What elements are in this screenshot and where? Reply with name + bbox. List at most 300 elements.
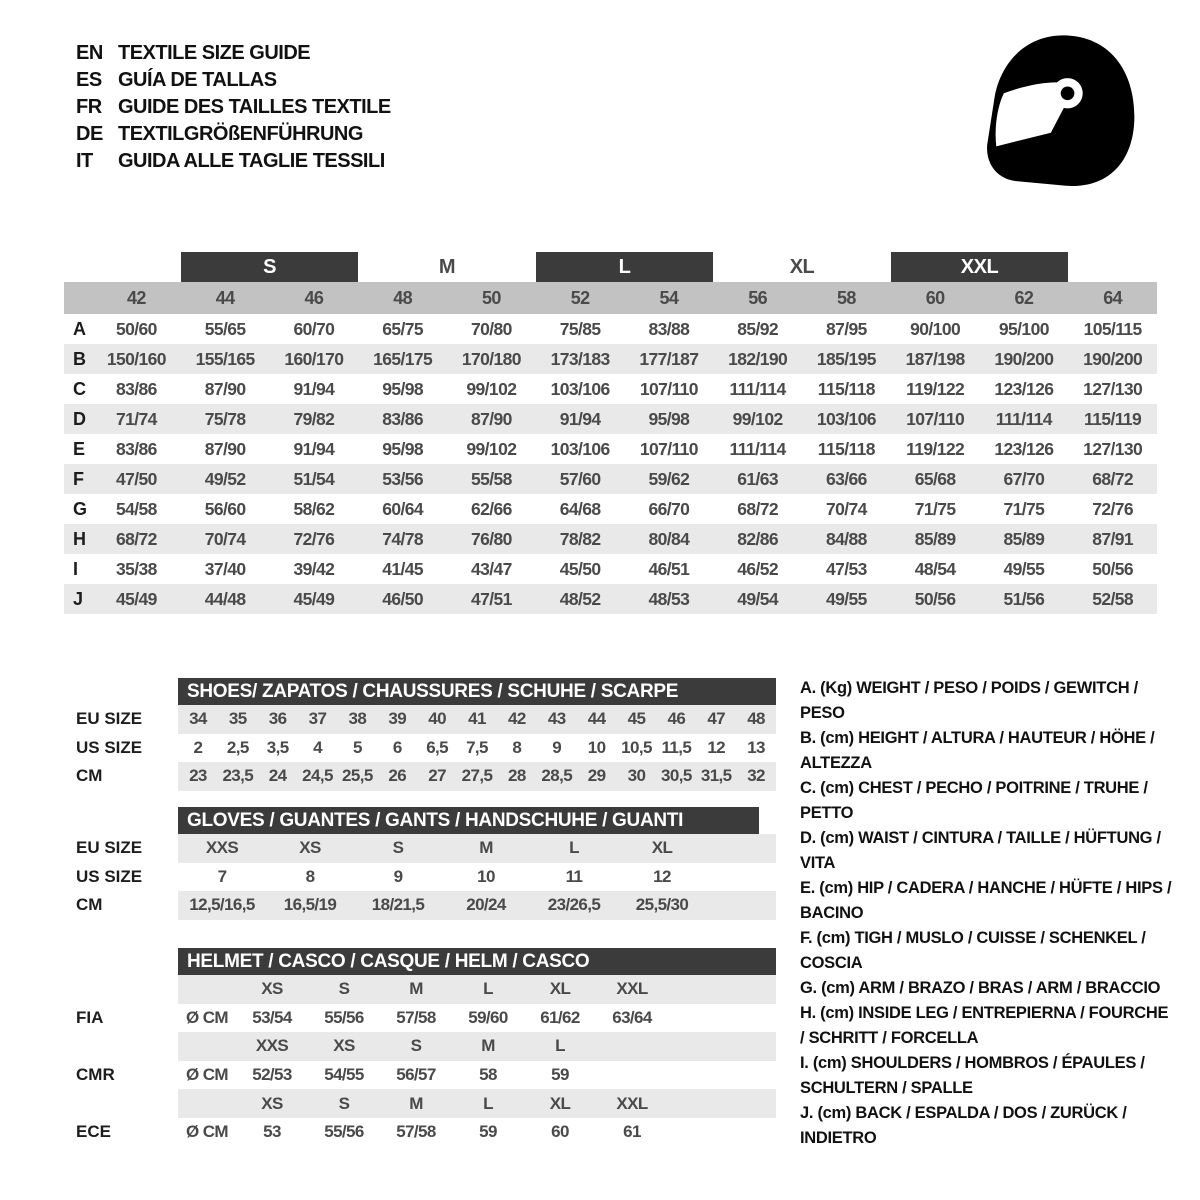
measurement-value: 177/187 bbox=[639, 348, 699, 369]
shoes-size-value: 10 bbox=[587, 737, 606, 757]
helmet-circumference-value: 55/56 bbox=[324, 1122, 364, 1142]
shoes-size-value: 38 bbox=[348, 709, 367, 729]
legend-item: E. (cm) HIP / CADERA / HANCHE / HÜFTE / HIPS / BACINO bbox=[800, 879, 1172, 922]
gloves-size-value: XS bbox=[299, 838, 321, 858]
helmet-size-header-values bbox=[178, 1032, 776, 1061]
measurement-value: 95/98 bbox=[648, 408, 690, 429]
measurement-value: 61/63 bbox=[737, 468, 779, 489]
helmet-size-label: S bbox=[410, 1036, 422, 1056]
legend-item: J. (cm) BACK / ESPALDA / DOS / ZURÜCK / INDIETRO bbox=[800, 1104, 1127, 1147]
measurement-value: 51/54 bbox=[293, 468, 335, 489]
measurement-value: 60/70 bbox=[293, 318, 335, 339]
measurement-row-e bbox=[64, 434, 1157, 464]
language-row bbox=[76, 40, 391, 67]
measurement-row-f bbox=[64, 464, 1157, 494]
shoes-size-value: 11,5 bbox=[661, 737, 692, 757]
measurement-value: 63/66 bbox=[825, 468, 867, 489]
numeric-size: 58 bbox=[836, 287, 856, 308]
helmet-standard-row-fia bbox=[64, 1004, 776, 1033]
apparel-size-table bbox=[64, 252, 1157, 614]
helmet-section-title: HELMET / CASCO / CASQUE / HELM / CASCO bbox=[178, 948, 776, 975]
helmet-size-header-row-ece bbox=[64, 1089, 776, 1118]
measurement-value: 160/170 bbox=[284, 348, 344, 369]
shoes-size-value: 27,5 bbox=[461, 766, 493, 786]
measurement-value: 119/122 bbox=[906, 438, 965, 459]
helmet-size-header-row-cmr bbox=[64, 1032, 776, 1061]
shoes-size-section bbox=[64, 678, 776, 791]
measurement-value: 70/74 bbox=[204, 528, 246, 549]
helmet-size-label: XS bbox=[333, 1036, 355, 1056]
measurement-value: 83/86 bbox=[382, 408, 424, 429]
measurement-value: 111/114 bbox=[729, 438, 786, 459]
helmet-unit-label: Ø CM bbox=[186, 1065, 228, 1085]
measurement-row-label: G bbox=[73, 498, 88, 519]
shoes-size-value: 7,5 bbox=[466, 737, 488, 757]
helmet-size-header-spacer bbox=[64, 975, 178, 1004]
shoes-row-values bbox=[178, 762, 776, 791]
size-group-xl: XL bbox=[789, 255, 815, 278]
shoes-size-value: 48 bbox=[747, 709, 765, 729]
shoes-size-value: 23,5 bbox=[222, 766, 254, 786]
helmet-circumference-value: 59 bbox=[551, 1065, 569, 1085]
measurement-value: 60/64 bbox=[382, 498, 424, 519]
gloves-size-value: 10 bbox=[477, 866, 495, 886]
helmet-size-label: S bbox=[338, 979, 350, 999]
legend-item: C. (cm) CHEST / PECHO / POITRINE / TRUHE / PETTO bbox=[800, 779, 1148, 822]
measurement-value: 70/80 bbox=[470, 318, 512, 339]
shoes-size-value: 27 bbox=[428, 766, 446, 786]
measurement-value: 83/86 bbox=[115, 438, 157, 459]
measurement-value: 165/175 bbox=[373, 348, 433, 369]
measurement-value: 99/102 bbox=[732, 408, 783, 429]
measurement-row-label: A bbox=[73, 318, 86, 339]
measurement-legend bbox=[800, 676, 1174, 1151]
helmet-size-label: M bbox=[409, 979, 423, 999]
measurement-value: 95/98 bbox=[382, 378, 424, 399]
language-title: TEXTILGRÖßENFÜHRUNG bbox=[118, 123, 363, 145]
size-group-header-row bbox=[64, 252, 1157, 282]
language-row bbox=[76, 94, 391, 121]
helmet-circumference-value: 59 bbox=[479, 1122, 497, 1142]
measurement-value: 115/119 bbox=[1084, 408, 1142, 429]
measurement-value: 72/76 bbox=[293, 528, 335, 549]
measurement-value: 55/65 bbox=[204, 318, 246, 339]
helmet-unit-spacer bbox=[178, 975, 236, 1004]
measurement-value: 71/75 bbox=[1003, 498, 1045, 519]
helmet-size-label: XS bbox=[261, 1093, 283, 1113]
measurement-value: 91/94 bbox=[559, 408, 601, 429]
measurement-value: 111/114 bbox=[729, 378, 786, 399]
helmet-size-label: M bbox=[481, 1036, 495, 1056]
gloves-row bbox=[64, 863, 776, 892]
shoes-row bbox=[64, 705, 776, 734]
shoes-size-value: 23 bbox=[189, 766, 207, 786]
shoes-size-value: 34 bbox=[189, 709, 207, 729]
title-language-list bbox=[76, 40, 391, 175]
measurement-value: 47/50 bbox=[115, 468, 157, 489]
helmet-circumference-value: 57/58 bbox=[396, 1007, 436, 1027]
measurement-value: 50/56 bbox=[914, 588, 956, 609]
helmet-standard-values bbox=[178, 1118, 776, 1147]
language-title: GUÍA DE TALLAS bbox=[118, 69, 277, 91]
shoes-size-value: 25,5 bbox=[342, 766, 373, 786]
helmet-unit-label: Ø CM bbox=[186, 1007, 228, 1027]
measurement-row-label: H bbox=[73, 528, 86, 549]
measurement-value: 46/52 bbox=[737, 558, 779, 579]
measurement-value: 48/52 bbox=[559, 588, 601, 609]
measurement-value: 44/48 bbox=[204, 588, 246, 609]
measurement-value: 105/115 bbox=[1083, 318, 1142, 339]
measurement-value: 47/53 bbox=[825, 558, 867, 579]
legend-item: I. (cm) SHOULDERS / HOMBROS / ÉPAULES / SCHULTERN / SPALLE bbox=[800, 1054, 1145, 1097]
measurement-row-i bbox=[64, 554, 1157, 584]
measurement-row-label: J bbox=[73, 588, 84, 609]
measurement-value: 48/54 bbox=[914, 558, 956, 579]
language-title: TEXTILE SIZE GUIDE bbox=[118, 42, 311, 64]
measurement-value: 84/88 bbox=[825, 528, 867, 549]
gloves-size-value: 23/26,5 bbox=[547, 895, 601, 915]
measurement-value: 103/106 bbox=[550, 378, 610, 399]
shoes-size-value: 4 bbox=[313, 737, 322, 757]
helmet-circumference-value: 59/60 bbox=[468, 1007, 508, 1027]
shoes-size-value: 28,5 bbox=[541, 766, 573, 786]
measurement-value: 49/55 bbox=[825, 588, 867, 609]
measurement-row-j bbox=[64, 584, 1157, 614]
helmet-circumference-value: 55/56 bbox=[324, 1007, 364, 1027]
measurement-value: 70/74 bbox=[825, 498, 867, 519]
helmet-circumference-value: 52/53 bbox=[252, 1065, 292, 1085]
shoes-size-value: 39 bbox=[388, 709, 407, 729]
numeric-size: 60 bbox=[925, 287, 945, 308]
shoes-row-values bbox=[178, 734, 776, 763]
measurement-value: 85/92 bbox=[737, 318, 779, 339]
measurement-row-label: I bbox=[73, 558, 79, 579]
measurement-value: 87/90 bbox=[204, 438, 246, 459]
shoes-size-value: 24 bbox=[268, 766, 287, 786]
helmet-size-header-spacer bbox=[64, 1089, 178, 1118]
shoes-size-value: 46 bbox=[667, 709, 686, 729]
measurement-value: 190/200 bbox=[994, 348, 1054, 369]
shoes-size-value: 30,5 bbox=[660, 766, 692, 786]
shoes-row-label: EU SIZE bbox=[64, 705, 178, 734]
helmet-circumference-value: 60 bbox=[551, 1122, 569, 1142]
language-title: GUIDE DES TAILLES TEXTILE bbox=[118, 96, 391, 118]
helmet-circumference-value: 53/54 bbox=[252, 1007, 292, 1027]
helmet-circumference-value bbox=[596, 1061, 668, 1090]
shoes-size-value: 45 bbox=[627, 709, 646, 729]
helmet-standard-values bbox=[178, 1004, 776, 1033]
helmet-standard-label: ECE bbox=[64, 1118, 178, 1147]
helmet-size-label: L bbox=[483, 979, 493, 999]
shoes-size-value: 13 bbox=[747, 737, 765, 757]
legend-item: D. (cm) WAIST / CINTURA / TAILLE / HÜFTUNG / VITA bbox=[800, 829, 1161, 872]
helmet-size-label: XS bbox=[261, 979, 283, 999]
shoes-size-value: 43 bbox=[547, 709, 566, 729]
measurement-value: 75/78 bbox=[204, 408, 246, 429]
measurement-value: 64/68 bbox=[559, 498, 601, 519]
shoes-size-value: 47 bbox=[707, 709, 726, 729]
shoes-size-value: 35 bbox=[228, 709, 247, 729]
gloves-size-value: 18/21,5 bbox=[371, 895, 425, 915]
helmet-size-header-values bbox=[178, 975, 776, 1004]
racing-helmet-icon bbox=[972, 22, 1154, 207]
numeric-size: 46 bbox=[304, 287, 324, 308]
shoes-size-value: 28 bbox=[508, 766, 526, 786]
helmet-standard-values bbox=[178, 1061, 776, 1090]
measurement-value: 182/190 bbox=[728, 348, 788, 369]
language-code: ES bbox=[76, 69, 102, 91]
measurement-value: 87/95 bbox=[825, 318, 867, 339]
helmet-size-label: L bbox=[483, 1093, 493, 1113]
measurement-value: 99/102 bbox=[466, 378, 517, 399]
gloves-size-value: XXS bbox=[205, 838, 239, 858]
shoes-size-value: 37 bbox=[308, 709, 327, 729]
gloves-row-label: US SIZE bbox=[64, 863, 178, 892]
measurement-value: 91/94 bbox=[293, 378, 335, 399]
language-code: FR bbox=[76, 96, 102, 118]
measurement-value: 68/72 bbox=[1092, 468, 1134, 489]
shoes-size-value: 40 bbox=[428, 709, 446, 729]
language-code: EN bbox=[76, 42, 103, 64]
shoes-size-value: 41 bbox=[468, 709, 486, 729]
measurement-value: 115/118 bbox=[817, 438, 875, 459]
measurement-value: 67/70 bbox=[1003, 468, 1045, 489]
measurement-value: 49/54 bbox=[737, 588, 779, 609]
helmet-size-label: M bbox=[409, 1093, 423, 1113]
measurement-row-label: F bbox=[73, 468, 84, 489]
gloves-size-value: 20/24 bbox=[466, 895, 506, 915]
measurement-value: 53/56 bbox=[382, 468, 424, 489]
helmet-size-label bbox=[596, 1032, 668, 1061]
measurement-value: 37/40 bbox=[204, 558, 246, 579]
measurement-value: 43/47 bbox=[470, 558, 512, 579]
helmet-size-label: XXL bbox=[616, 1093, 648, 1113]
measurement-value: 76/80 bbox=[470, 528, 512, 549]
measurement-value: 85/89 bbox=[1003, 528, 1045, 549]
measurement-row-label: C bbox=[73, 378, 86, 399]
measurement-value: 72/76 bbox=[1092, 498, 1134, 519]
language-code: IT bbox=[76, 150, 93, 172]
measurement-value: 115/118 bbox=[817, 378, 875, 399]
shoes-row bbox=[64, 762, 776, 791]
measurement-value: 91/94 bbox=[293, 438, 335, 459]
numeric-size: 44 bbox=[215, 287, 235, 308]
gloves-size-value: M bbox=[479, 838, 493, 858]
measurement-value: 49/55 bbox=[1003, 558, 1045, 579]
measurement-value: 173/183 bbox=[550, 348, 610, 369]
helmet-size-label: XL bbox=[549, 979, 571, 999]
shoes-row bbox=[64, 734, 776, 763]
helmet-circumference-value: 61 bbox=[623, 1122, 641, 1142]
helmet-circumference-value: 54/55 bbox=[324, 1065, 364, 1085]
helmet-size-label: XXS bbox=[255, 1036, 289, 1056]
helmet-standard-label: CMR bbox=[64, 1061, 178, 1090]
gloves-row-label: EU SIZE bbox=[64, 834, 178, 863]
shoes-size-rows bbox=[64, 705, 776, 791]
measurement-value: 107/110 bbox=[639, 378, 698, 399]
measurement-row-label: B bbox=[73, 348, 86, 369]
numeric-size: 56 bbox=[748, 287, 768, 308]
measurement-value: 155/165 bbox=[195, 348, 255, 369]
helmet-size-rows bbox=[64, 975, 776, 1147]
measurement-value: 170/180 bbox=[461, 348, 521, 369]
gloves-size-value: 8 bbox=[305, 866, 315, 886]
language-row bbox=[76, 121, 391, 148]
helmet-size-label: XXL bbox=[616, 979, 648, 999]
helmet-size-label: S bbox=[338, 1093, 350, 1113]
gloves-row-values bbox=[178, 863, 776, 892]
gloves-size-value: L bbox=[569, 838, 579, 858]
helmet-circumference-value: 61/62 bbox=[540, 1007, 580, 1027]
measurement-row-g bbox=[64, 494, 1157, 524]
helmet-circumference-value: 63/64 bbox=[612, 1007, 652, 1027]
helmet-circumference-value: 56/57 bbox=[396, 1065, 436, 1085]
measurement-value: 127/130 bbox=[1083, 438, 1143, 459]
gloves-size-rows bbox=[64, 834, 776, 920]
measurement-value: 87/91 bbox=[1092, 528, 1134, 549]
measurement-value: 123/126 bbox=[994, 378, 1054, 399]
language-row bbox=[76, 67, 391, 94]
helmet-standard-row-cmr bbox=[64, 1061, 776, 1090]
size-group-spacer bbox=[64, 252, 181, 282]
measurement-row-d bbox=[64, 404, 1157, 434]
numeric-size-header-row bbox=[64, 282, 1157, 314]
measurement-value: 52/58 bbox=[1092, 588, 1134, 609]
measurement-row-c bbox=[64, 374, 1157, 404]
legend-item: G. (cm) ARM / BRAZO / BRAS / ARM / BRACCIO bbox=[800, 979, 1161, 997]
measurement-value: 79/82 bbox=[293, 408, 335, 429]
language-row bbox=[76, 148, 391, 175]
measurement-value: 99/102 bbox=[466, 438, 517, 459]
size-group-m: M bbox=[438, 255, 456, 278]
helmet-circumference-value: 58 bbox=[479, 1065, 497, 1085]
gloves-size-value: 12,5/16,5 bbox=[189, 895, 255, 915]
shoes-size-value: 36 bbox=[268, 709, 287, 729]
gloves-section-title: GLOVES / GUANTES / GANTS / HANDSCHUHE / GUANTI bbox=[178, 807, 759, 834]
legend-item: H. (cm) INSIDE LEG / ENTREPIERNA / FOURCHE / SCHRITT / FORCELLA bbox=[800, 1004, 1169, 1047]
measurement-value: 82/86 bbox=[737, 528, 779, 549]
gloves-row-values bbox=[178, 834, 776, 863]
numeric-size: 48 bbox=[393, 287, 413, 308]
size-group-xxl: XXL bbox=[891, 252, 1069, 282]
measurement-value: 68/72 bbox=[737, 498, 779, 519]
measurement-value: 80/84 bbox=[648, 528, 690, 549]
shoes-size-value: 3,5 bbox=[266, 737, 289, 757]
measurement-value: 41/45 bbox=[382, 558, 424, 579]
legend-item: F. (cm) TIGH / MUSLO / CUISSE / SCHENKEL / COSCIA bbox=[800, 929, 1146, 972]
shoes-size-value: 24,5 bbox=[302, 766, 333, 786]
shoes-size-value: 32 bbox=[747, 766, 765, 786]
size-group-l: L bbox=[536, 252, 714, 282]
shoes-row-values bbox=[178, 705, 776, 734]
helmet-standard-row-ece bbox=[64, 1118, 776, 1147]
measurement-value: 87/90 bbox=[204, 378, 246, 399]
gloves-size-section bbox=[64, 807, 776, 920]
measurement-value: 65/68 bbox=[914, 468, 956, 489]
shoes-size-value: 6 bbox=[392, 737, 402, 757]
measurement-value: 123/126 bbox=[994, 438, 1054, 459]
measurement-value: 39/42 bbox=[293, 558, 335, 579]
legend-item: A. (Kg) WEIGHT / PESO / POIDS / GEWITCH / PESO bbox=[800, 679, 1138, 722]
gloves-size-value: S bbox=[392, 838, 404, 858]
gloves-size-value: 25,5/30 bbox=[635, 895, 689, 915]
gloves-size-value: 9 bbox=[393, 866, 403, 886]
measurement-value: 68/72 bbox=[115, 528, 157, 549]
gloves-row bbox=[64, 834, 776, 863]
measurement-row-label: D bbox=[73, 408, 86, 429]
measurement-value: 103/106 bbox=[816, 408, 876, 429]
helmet-circumference-value: 57/58 bbox=[396, 1122, 436, 1142]
shoes-size-value: 2 bbox=[193, 737, 203, 757]
measurement-value: 95/100 bbox=[998, 318, 1049, 339]
numeric-size: 52 bbox=[570, 287, 590, 308]
gloves-size-value: 16,5/19 bbox=[283, 895, 337, 915]
measurement-value: 95/98 bbox=[382, 438, 424, 459]
measurement-value: 127/130 bbox=[1083, 378, 1143, 399]
gloves-row-values bbox=[178, 891, 776, 920]
measurement-value: 71/75 bbox=[914, 498, 956, 519]
measurement-value: 45/49 bbox=[115, 588, 157, 609]
measurement-value: 51/56 bbox=[1003, 588, 1045, 609]
gloves-size-value: 11 bbox=[565, 866, 583, 886]
measurement-rows bbox=[64, 314, 1157, 614]
measurement-value: 190/200 bbox=[1083, 348, 1143, 369]
gloves-size-value: 12 bbox=[653, 866, 671, 886]
measurement-value: 119/122 bbox=[906, 378, 965, 399]
measurement-value: 58/62 bbox=[293, 498, 335, 519]
measurement-value: 59/62 bbox=[648, 468, 690, 489]
measurement-value: 48/53 bbox=[648, 588, 690, 609]
measurement-value: 62/66 bbox=[470, 498, 512, 519]
helmet-size-section bbox=[64, 948, 776, 1147]
shoes-size-value: 12 bbox=[707, 737, 726, 757]
numeric-size: 50 bbox=[481, 287, 501, 308]
helmet-size-header-spacer bbox=[64, 1032, 178, 1061]
measurement-row-label: E bbox=[73, 438, 86, 459]
measurement-value: 50/60 bbox=[115, 318, 157, 339]
helmet-unit-label: Ø CM bbox=[186, 1122, 228, 1142]
shoes-size-value: 29 bbox=[587, 766, 606, 786]
measurement-value: 107/110 bbox=[906, 408, 965, 429]
size-group-spacer bbox=[1068, 252, 1157, 282]
gloves-row-label: CM bbox=[64, 891, 178, 920]
measurement-value: 83/88 bbox=[648, 318, 690, 339]
gloves-row bbox=[64, 891, 776, 920]
shoes-size-value: 44 bbox=[587, 709, 606, 729]
measurement-value: 71/74 bbox=[115, 408, 157, 429]
measurement-value: 187/198 bbox=[905, 348, 965, 369]
numeric-size: 42 bbox=[126, 287, 146, 308]
measurement-value: 45/50 bbox=[559, 558, 601, 579]
legend-item: B. (cm) HEIGHT / ALTURA / HAUTEUR / HÖHE / ALTEZZA bbox=[800, 729, 1155, 772]
numeric-size: 62 bbox=[1014, 287, 1034, 308]
helmet-size-label: L bbox=[555, 1036, 565, 1056]
measurement-value: 35/38 bbox=[115, 558, 157, 579]
helmet-size-header-row-fia bbox=[64, 975, 776, 1004]
measurement-row-h bbox=[64, 524, 1157, 554]
measurement-value: 78/82 bbox=[559, 528, 601, 549]
helmet-circumference-value: 53 bbox=[263, 1122, 281, 1142]
measurement-value: 90/100 bbox=[910, 318, 961, 339]
measurement-value: 74/78 bbox=[382, 528, 424, 549]
shoes-size-value: 6,5 bbox=[426, 737, 449, 757]
measurement-value: 46/51 bbox=[648, 558, 690, 579]
gloves-size-value: XL bbox=[651, 838, 673, 858]
size-group-s: S bbox=[181, 252, 359, 282]
shoes-size-value: 30 bbox=[627, 766, 646, 786]
measurement-value: 55/58 bbox=[470, 468, 512, 489]
measurement-value: 75/85 bbox=[559, 318, 601, 339]
